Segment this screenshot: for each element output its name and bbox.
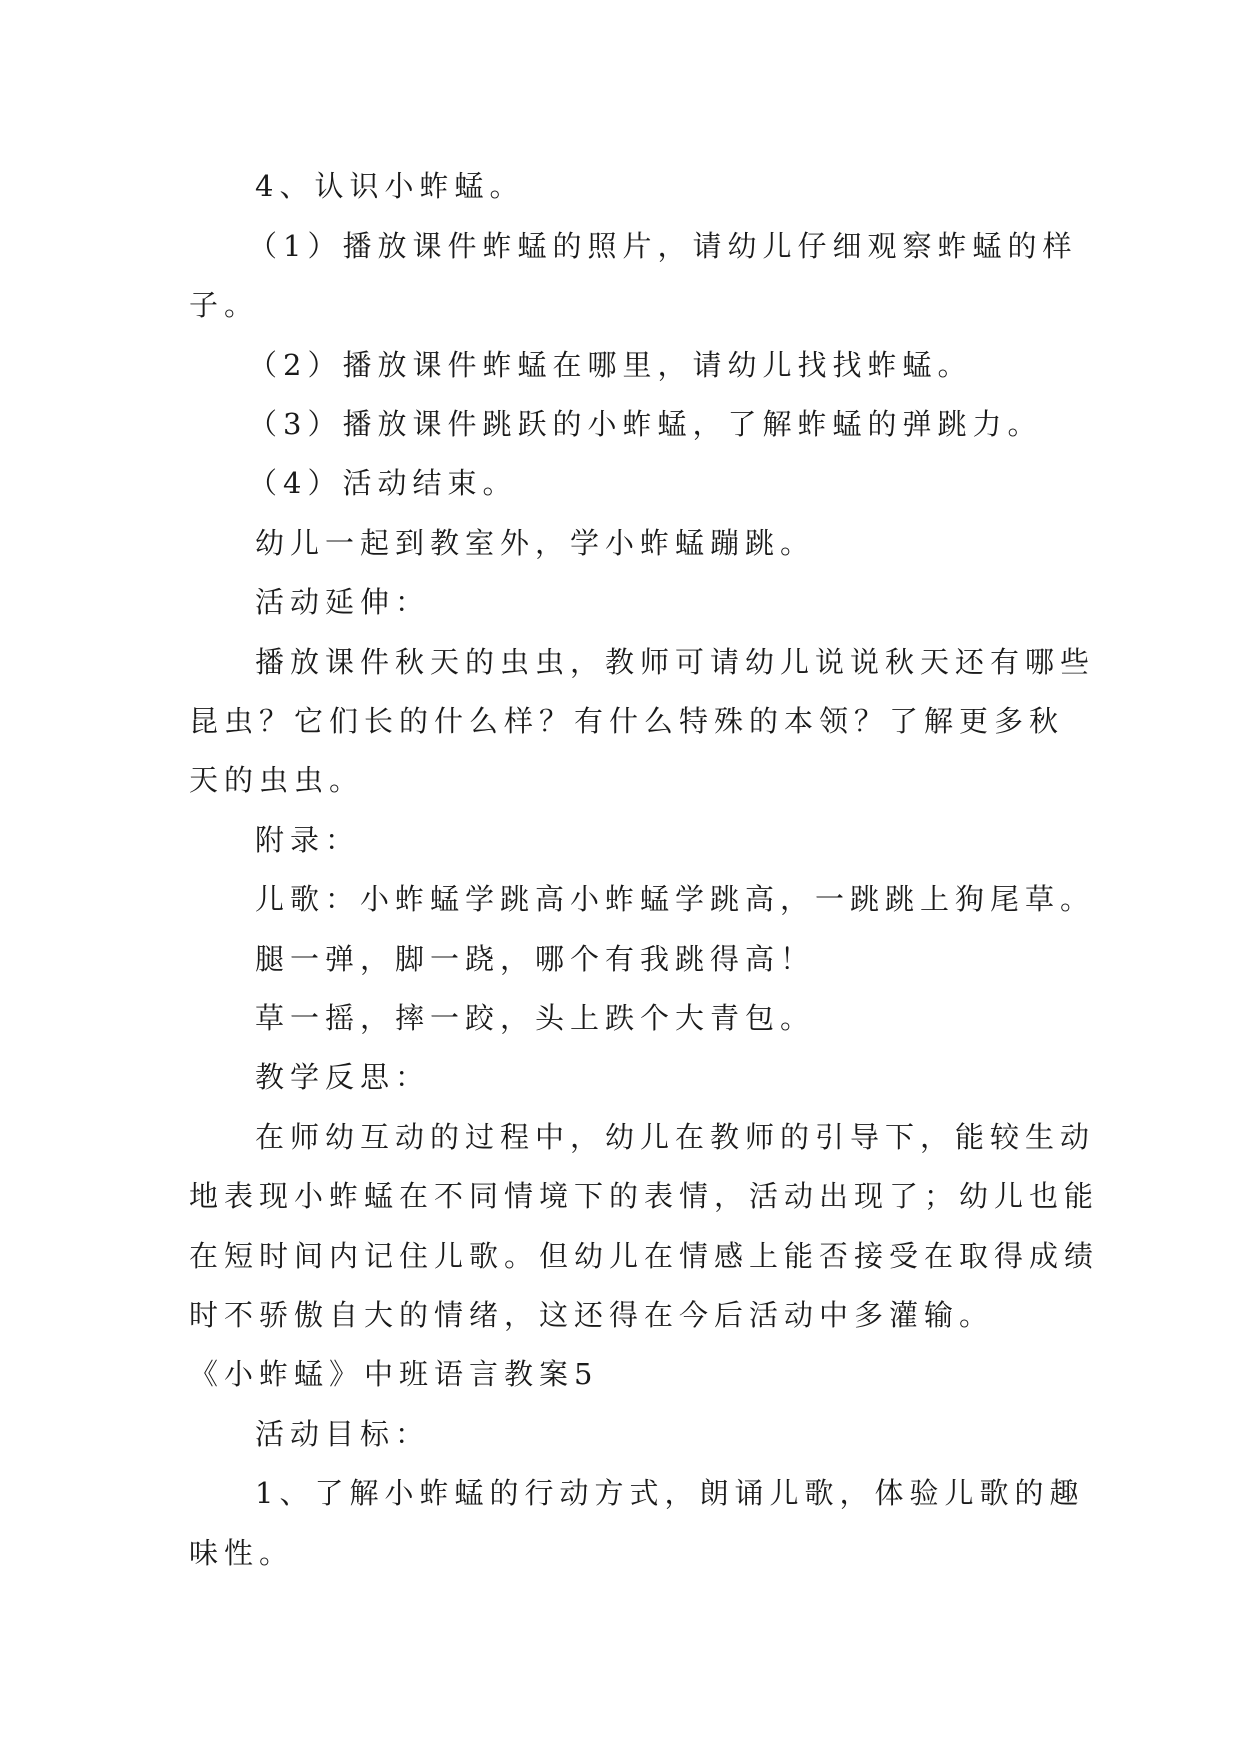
section-heading: 活动目标： [255, 1417, 431, 1451]
paragraph-line: 地表现小蚱蜢在不同情境下的表情，活动出现了；幼儿也能 [189, 1179, 1100, 1213]
paragraph-line: 腿一弹，脚一跷，哪个有我跳得高！ [255, 942, 816, 976]
paragraph-line: 味性。 [189, 1536, 295, 1570]
document-title: 《小蚱蜢》中班语言教案5 [189, 1357, 599, 1391]
paragraph-line: 昆虫？它们长的什么样？有什么特殊的本领？了解更多秋 [189, 704, 1065, 738]
paragraph-line: 在短时间内记住儿歌。但幼儿在情感上能否接受在取得成绩 [189, 1239, 1100, 1273]
paragraph-line: （3）播放课件跳跃的小蚱蜢，了解蚱蜢的弹跳力。 [248, 407, 1043, 441]
paragraph-line: 在师幼互动的过程中，幼儿在教师的引导下，能较生动 [255, 1120, 1096, 1154]
paragraph-line: 幼儿一起到教室外，学小蚱蜢蹦跳。 [255, 526, 816, 560]
paragraph-line: 草一摇，摔一跤，头上跌个大青包。 [255, 1001, 816, 1035]
paragraph-line: 子。 [189, 288, 260, 322]
paragraph-line: （2）播放课件蚱蜢在哪里，请幼儿找找蚱蜢。 [248, 348, 973, 382]
paragraph-line: 天的虫虫。 [189, 763, 365, 797]
paragraph-line: 播放课件秋天的虫虫，教师可请幼儿说说秋天还有哪些 [255, 645, 1096, 679]
step-heading: 4、认识小蚱蜢。 [255, 169, 525, 203]
paragraph-line: 儿歌：小蚱蜢学跳高小蚱蜢学跳高，一跳跳上狗尾草。 [255, 882, 1096, 916]
section-heading: 活动延伸： [255, 585, 431, 619]
section-heading: 教学反思： [255, 1060, 431, 1094]
paragraph-line: （4）活动结束。 [248, 466, 518, 500]
paragraph-line: 1、了解小蚱蜢的行动方式，朗诵儿歌，体验儿歌的趣 [255, 1476, 1085, 1510]
paragraph-line: （1）播放课件蚱蜢的照片，请幼儿仔细观察蚱蜢的样 [248, 229, 1078, 263]
paragraph-line: 时不骄傲自大的情绪，这还得在今后活动中多灌输。 [189, 1298, 995, 1332]
section-heading: 附录： [255, 823, 361, 857]
